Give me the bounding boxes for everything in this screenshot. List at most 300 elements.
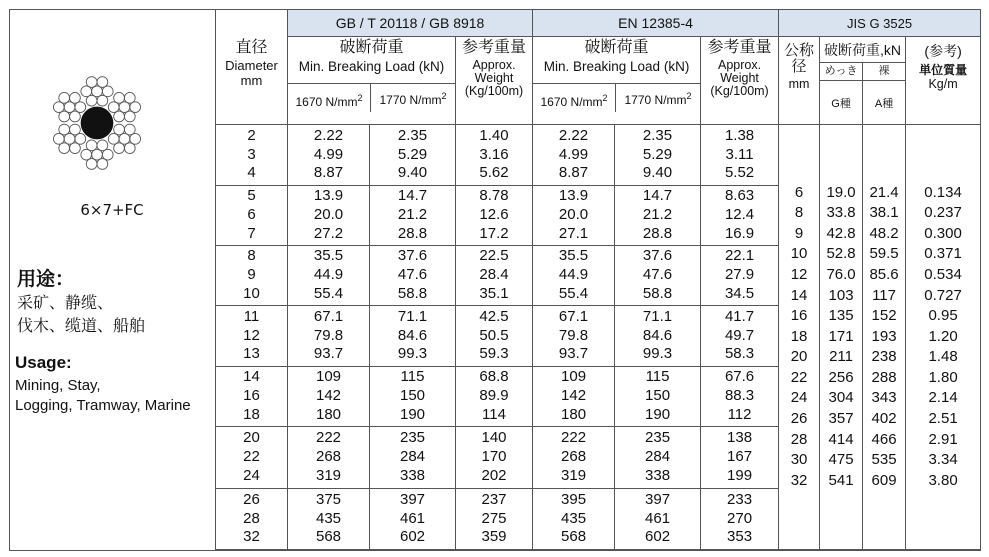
gb-w-cell [456, 125, 533, 186]
table-value: 30 [790, 451, 808, 469]
table-value: 14 [790, 286, 808, 304]
table-value: 2.22 [558, 126, 589, 144]
table-value: 193 [871, 327, 897, 345]
table-value: 68.8 [479, 368, 509, 386]
table-value: 222 [315, 429, 342, 447]
gb-a-cell [288, 306, 370, 367]
table-value: 171 [828, 327, 854, 345]
usage-line-zh: 伐木、缆道、船舶 [17, 318, 146, 335]
table-value: 138 [727, 429, 753, 447]
table-value: 3.80 [928, 471, 958, 489]
table-value: 0.371 [924, 245, 962, 263]
table-value: 275 [481, 509, 507, 527]
table-value: 435 [561, 509, 587, 527]
table-value: 402 [871, 410, 897, 428]
table-value: 5.52 [724, 164, 755, 182]
table-value: 28 [243, 509, 260, 527]
table-value: 79.8 [313, 326, 344, 344]
table-value: 180 [315, 405, 342, 423]
table-value: 24 [243, 466, 260, 484]
en-a-cell [533, 125, 615, 186]
gb-d-cell [216, 427, 288, 489]
en-a-cell [533, 186, 615, 246]
table-value: 1.80 [928, 368, 958, 386]
en-b-cell [615, 246, 701, 306]
rope-wire [97, 140, 108, 151]
en-w-cell [701, 306, 779, 367]
table-value: 93.7 [558, 345, 589, 363]
table-value: 609 [871, 471, 897, 489]
table-value: 71.1 [397, 307, 428, 325]
gb-w-cell [456, 246, 533, 306]
table-value: 0.534 [924, 265, 962, 283]
table-value: 22.1 [724, 247, 755, 265]
jis-mbl-header [820, 37, 906, 81]
table-value: 22 [790, 368, 808, 386]
rope-wire [59, 92, 70, 103]
table-value: 28.8 [642, 224, 673, 242]
table-value: 112 [727, 405, 752, 423]
table-value: 26 [243, 490, 260, 508]
gb-b-cell [370, 427, 456, 489]
table-value: 602 [645, 528, 671, 546]
table-value: 338 [399, 466, 426, 484]
jis-galv-header: めっき [820, 63, 863, 80]
table-value: 461 [645, 509, 671, 527]
table-value: 4.99 [313, 145, 344, 163]
rope-wire [124, 111, 135, 122]
rope-fibre-core [81, 107, 114, 140]
table-value: 2.35 [642, 126, 673, 144]
table-value: 535 [871, 451, 897, 469]
table-value: 5 [247, 187, 256, 205]
table-value: 22 [243, 448, 260, 466]
diameter-header-en: Diameter [225, 57, 278, 73]
table-value: 16 [790, 307, 808, 325]
jis-weight-header-label: 単位質量 [919, 63, 968, 77]
table-value: 18 [243, 405, 260, 423]
gb-d-cell [216, 125, 288, 186]
gb-w-cell [456, 186, 533, 246]
table-value: 115 [645, 368, 670, 386]
en-w-cell [701, 427, 779, 489]
table-value: 237 [481, 490, 507, 508]
table-value: 109 [315, 368, 342, 386]
table-value: 6 [247, 206, 256, 224]
en-mbl-header-en: Min. Breaking Load (kN) [543, 59, 690, 74]
en-mbl-header-cn: 破断荷重 [584, 39, 649, 56]
table-value: 319 [315, 466, 342, 484]
table-value: 32 [243, 528, 260, 546]
table-value: 284 [399, 448, 426, 466]
gb-d-cell [216, 489, 288, 550]
table-value: 28.8 [397, 224, 428, 242]
table-value: 211 [829, 348, 853, 366]
table-value: 475 [828, 451, 854, 469]
table-value: 2.35 [397, 126, 428, 144]
table-value: 343 [871, 389, 897, 407]
rope-wire [114, 124, 125, 135]
table-value: 20 [243, 429, 260, 447]
table-value: 10 [790, 245, 808, 263]
en-a-cell [533, 306, 615, 367]
table-value: 0.95 [928, 307, 958, 325]
en-weight-header [701, 37, 779, 125]
table-value: 8 [247, 247, 256, 265]
table-value: 375 [315, 490, 342, 508]
en-grade-1670 [533, 84, 616, 112]
table-value: 24 [790, 389, 808, 407]
gb-mbl-header-cn: 破断荷重 [339, 39, 404, 56]
jis-weight-cell [906, 125, 981, 550]
table-row [216, 125, 981, 186]
jis-grade-g-header: G種 [820, 81, 863, 125]
diameter-header-cn: 直径 [235, 38, 268, 56]
table-value: 14.7 [397, 187, 428, 205]
table-value: 235 [645, 429, 671, 447]
table-value: 89.9 [479, 387, 509, 405]
table-value: 13.9 [313, 187, 344, 205]
gb-d-cell [216, 246, 288, 306]
jis-mbl-header-label: 破断荷重,kN [824, 42, 902, 58]
jis-weight-header [906, 37, 981, 125]
table-value: 38.1 [869, 204, 899, 222]
table-value: 47.6 [397, 266, 428, 284]
en-b-cell [615, 489, 701, 550]
table-value: 13.9 [558, 187, 589, 205]
table-value: 1.48 [928, 348, 958, 366]
rope-wire [70, 143, 81, 154]
table-value: 6 [794, 183, 804, 201]
jis-diameter-cell [779, 125, 820, 550]
table-value: 59.5 [869, 245, 899, 263]
gb-a-cell [288, 367, 370, 427]
table-value: 48.2 [869, 224, 899, 242]
table-value: 167 [727, 448, 753, 466]
table-value: 338 [645, 466, 671, 484]
gb-grade-row [288, 83, 455, 112]
table-value: 4 [247, 164, 256, 182]
table-value: 71.1 [642, 307, 673, 325]
table-value: 115 [400, 368, 425, 386]
table-body [216, 125, 981, 550]
rope-wire [114, 92, 125, 103]
specification-table [215, 9, 981, 550]
usage-title-zh: 用途： [17, 269, 75, 290]
en-a-cell [533, 427, 615, 489]
table-value: 152 [871, 307, 897, 325]
diameter-header-unit: mm [240, 72, 263, 88]
table-value: 32 [790, 471, 808, 489]
gb-a-cell [288, 246, 370, 306]
table-value: 47.6 [642, 266, 673, 284]
table-value: 1.40 [479, 126, 509, 144]
table-value: 568 [561, 528, 587, 546]
table-value: 20 [790, 348, 808, 366]
gb-d-cell [216, 186, 288, 246]
en-b-cell [615, 427, 701, 489]
jis-bare-header: 裸 [878, 65, 890, 77]
en-w-cell [701, 186, 779, 246]
gb-standard-header: GB / T 20118 / GB 8918 [288, 10, 533, 37]
table-value: 22.5 [479, 247, 509, 265]
table-value: 142 [315, 387, 342, 405]
en-weight-header-en1: Approx. [717, 58, 762, 72]
table-value: 466 [871, 430, 897, 448]
gb-grade-1770 [371, 82, 455, 114]
table-value: 13 [243, 345, 260, 363]
table-value: 5.29 [397, 145, 428, 163]
table-value: 67.1 [313, 307, 344, 325]
table-value: 304 [828, 389, 854, 407]
table-value: 18 [790, 327, 808, 345]
table-value: 0.727 [924, 286, 962, 304]
table-value: 2.51 [928, 410, 958, 428]
table-value: 5.29 [642, 145, 673, 163]
table-value: 12.4 [724, 206, 755, 224]
table-value: 20.0 [313, 206, 344, 224]
en-weight-header-unit: (Kg/100m) [710, 84, 769, 98]
gb-w-cell [456, 306, 533, 367]
table-value: 359 [481, 528, 507, 546]
table-value: 1.20 [928, 327, 958, 345]
gb-b-cell [370, 186, 456, 246]
table-value: 2.14 [928, 389, 958, 407]
table-value: 41.7 [724, 307, 755, 325]
table-value: 27.2 [313, 224, 344, 242]
en-b-cell [615, 306, 701, 367]
en-w-cell [701, 125, 779, 186]
table-value: 2 [247, 126, 256, 144]
table-value: 8 [794, 204, 804, 222]
gb-grade-1770-sup: 2 [441, 91, 447, 101]
table-value: 21.2 [397, 206, 428, 224]
table-value: 12 [243, 326, 260, 344]
table-value: 1.38 [724, 126, 755, 144]
gb-weight-header-en1: Approx. [472, 58, 516, 72]
gb-a-cell [288, 427, 370, 489]
en-weight-header-cn: 参考重量 [707, 39, 772, 56]
table-value: 7 [247, 224, 256, 242]
table-value: 256 [828, 368, 854, 386]
table-value: 150 [399, 387, 426, 405]
table-value: 435 [315, 509, 342, 527]
rope-wire [124, 143, 135, 154]
jis-nominal-header-unit: mm [788, 77, 810, 91]
table-value: 268 [315, 448, 342, 466]
usage-line-en: Logging, Tramway, Marine [15, 397, 191, 414]
table-value: 222 [561, 429, 587, 447]
usage-line-zh: 采矿、静缆、 [17, 295, 114, 312]
gb-w-cell [456, 367, 533, 427]
table-value: 3.34 [928, 451, 958, 469]
table-value: 26 [790, 410, 808, 428]
table-value: 357 [828, 410, 854, 428]
table-value: 602 [399, 528, 426, 546]
gb-mbl-header [288, 37, 456, 125]
table-value: 19.0 [826, 183, 856, 201]
table-value: 170 [481, 448, 507, 466]
table-value: 9 [794, 224, 804, 242]
en-grade-1770-label: 1770 N/mm [624, 93, 687, 107]
jis-nominal-header-2: 径 [791, 58, 807, 75]
en-b-cell [615, 367, 701, 427]
table-value: 17.2 [479, 224, 509, 242]
table-value: 67.6 [724, 368, 755, 386]
gb-w-cell [456, 489, 533, 550]
rope-wire [86, 77, 97, 88]
table-value: 9.40 [397, 164, 428, 182]
table-value: 85.6 [869, 265, 899, 283]
gb-weight-header-unit: (Kg/100m) [464, 84, 524, 98]
rope-wire [70, 111, 81, 122]
gb-b-cell [370, 367, 456, 427]
table-value: 3.16 [479, 145, 509, 163]
jis-nominal-header [779, 37, 820, 125]
rope-wire [70, 92, 81, 103]
table-value: 114 [482, 405, 506, 423]
en-a-cell [533, 246, 615, 306]
table-value: 0.300 [924, 224, 962, 242]
table-value: 268 [561, 448, 587, 466]
rope-cross-section-icon [49, 75, 145, 171]
gb-d-cell [216, 306, 288, 367]
table-value: 67.1 [558, 307, 589, 325]
table-value: 27.9 [724, 266, 755, 284]
gb-weight-header [456, 37, 533, 125]
gb-b-cell [370, 246, 456, 306]
table-value: 109 [561, 368, 587, 386]
table-value: 397 [399, 490, 426, 508]
gb-weight-header-en2: Weight [474, 71, 514, 85]
jis-nominal-header-1: 公称 [784, 42, 815, 59]
en-mbl-header [533, 37, 701, 125]
table-value: 14.7 [642, 187, 673, 205]
table-value: 0.134 [924, 183, 962, 201]
table-value: 461 [399, 509, 426, 527]
en-a-cell [533, 367, 615, 427]
table-value: 33.8 [826, 204, 856, 222]
table-value: 235 [399, 429, 426, 447]
table-value: 180 [561, 405, 587, 423]
jis-type-row [820, 62, 905, 80]
table-value: 190 [399, 405, 426, 423]
table-value: 3 [247, 145, 256, 163]
rope-wire [70, 124, 81, 135]
jis-bare-a-cell [863, 125, 906, 550]
table-value: 42.8 [826, 224, 856, 242]
table-value: 14 [243, 368, 260, 386]
table-value: 11 [243, 307, 260, 325]
table-value: 3.11 [725, 145, 754, 163]
jis-ref-header: (参考) [924, 43, 962, 59]
gb-grade-1670 [288, 84, 371, 112]
gb-b-cell [370, 489, 456, 550]
table-value: 270 [727, 509, 753, 527]
table-value: 37.6 [642, 247, 673, 265]
table-value: 44.9 [313, 266, 344, 284]
table-value: 42.5 [479, 307, 509, 325]
en-standard-header: EN 12385-4 [533, 10, 779, 37]
rope-construction-label: 6×7+FC [80, 201, 144, 219]
table-value: 16.9 [724, 224, 755, 242]
table-value: 76.0 [826, 265, 856, 283]
table-value: 8.63 [724, 187, 755, 205]
table-value: 8.87 [313, 164, 344, 182]
table-value: 395 [561, 490, 587, 508]
table-value: 79.8 [558, 326, 589, 344]
table-value: 8.87 [558, 164, 589, 182]
table-value: 135 [828, 307, 854, 325]
table-value: 58.8 [642, 284, 673, 302]
table-value: 27.1 [558, 224, 589, 242]
en-w-cell [701, 367, 779, 427]
en-grade-1770-sup: 2 [686, 91, 692, 101]
rope-wire [59, 124, 70, 135]
table-value: 58.8 [397, 284, 428, 302]
table-value: 397 [645, 490, 671, 508]
jis-grade-a-header: A種 [863, 81, 906, 125]
en-b-cell [615, 125, 701, 186]
en-grade-1670-sup: 2 [602, 93, 608, 103]
table-value: 2.91 [928, 430, 958, 448]
gb-mbl-header-en: Min. Breaking Load (kN) [298, 59, 445, 74]
rope-wire [86, 140, 97, 151]
table-value: 88.3 [724, 387, 755, 405]
table-value: 8.78 [479, 187, 509, 205]
rope-wire [124, 92, 135, 103]
table-value: 4.99 [558, 145, 589, 163]
table-value: 99.3 [642, 345, 673, 363]
table-value: 12.6 [479, 206, 509, 224]
table-value: 55.4 [313, 284, 344, 302]
en-w-cell [701, 489, 779, 550]
table-value: 288 [871, 368, 897, 386]
table-value: 353 [727, 528, 753, 546]
table-value: 28.4 [479, 266, 509, 284]
table-value: 21.2 [642, 206, 673, 224]
table-value: 9 [247, 266, 256, 284]
table-value: 414 [828, 430, 854, 448]
jis-galv-g-cell [820, 125, 863, 550]
table-value: 199 [727, 466, 753, 484]
table-value: 59.3 [479, 345, 509, 363]
table-value: 28 [790, 430, 808, 448]
gb-d-cell [216, 367, 288, 427]
table-value: 568 [315, 528, 342, 546]
gb-weight-header-cn: 参考重量 [462, 39, 527, 56]
left-panel [9, 9, 216, 549]
table-value: 34.5 [724, 284, 755, 302]
table-value: 319 [561, 466, 587, 484]
gb-grade-1670-label: 1670 N/mm [295, 95, 358, 109]
table-value: 238 [871, 348, 897, 366]
table-value: 37.6 [397, 247, 428, 265]
gb-b-cell [370, 125, 456, 186]
table-value: 49.7 [724, 326, 755, 344]
gb-a-cell [288, 489, 370, 550]
table-value: 21.4 [869, 183, 899, 201]
gb-grade-1770-label: 1770 N/mm [379, 93, 442, 107]
table-value: 284 [645, 448, 671, 466]
gb-b-cell [370, 306, 456, 367]
rope-wire [97, 159, 108, 170]
rope-wire [97, 77, 108, 88]
table-value: 58.3 [724, 345, 755, 363]
gb-w-cell [456, 427, 533, 489]
gb-a-cell [288, 125, 370, 186]
en-a-cell [533, 489, 615, 550]
